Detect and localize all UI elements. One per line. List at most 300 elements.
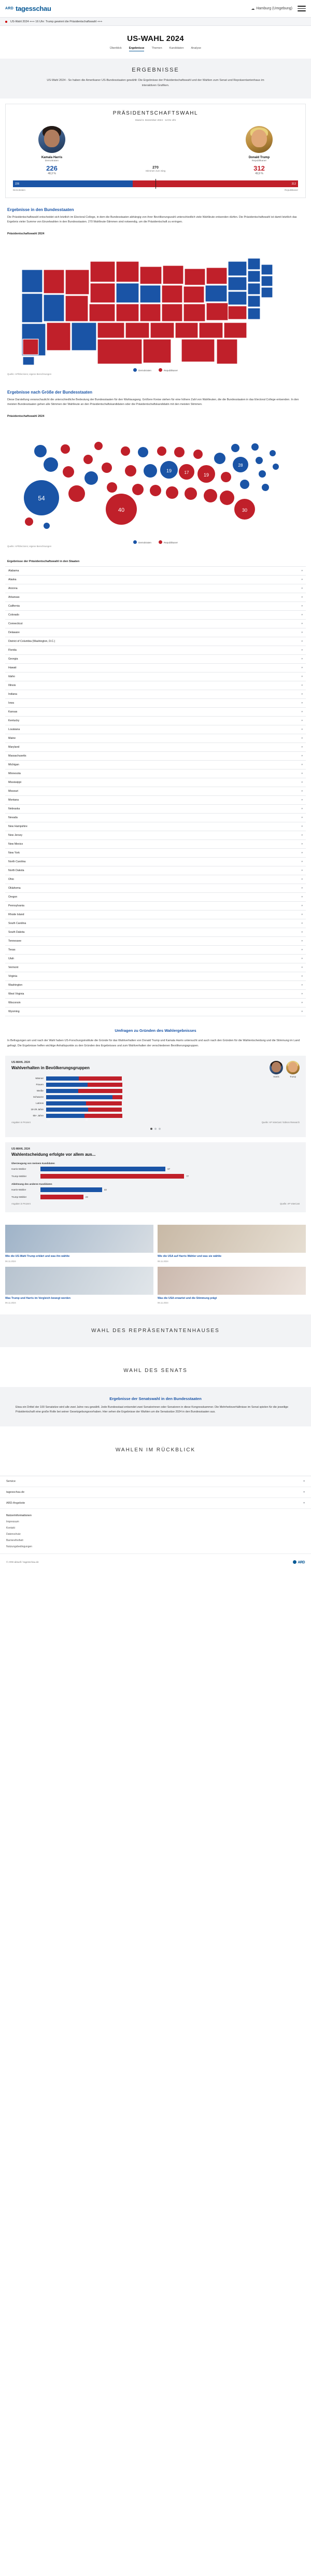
state-accordion-item[interactable] (5, 902, 306, 911)
chevron-down-icon: ▾ (301, 886, 303, 890)
article-teasers (0, 1217, 311, 1307)
state-accordion-item[interactable] (5, 628, 306, 637)
news-ticker[interactable] (0, 18, 311, 26)
article-teaser[interactable] (5, 1225, 153, 1263)
chevron-down-icon: ▾ (301, 631, 303, 634)
results-intro-text: US-Wahl 2024 - So haben die Amerikaner US-Bundesstaaten gewählt: Die Ergebnisse der Präsidentschaftswahl und der Wahlen zum Senat und Repräsentantenhaus im interaktiven Grafiken. (47, 79, 264, 87)
poll-value: 33 (104, 1188, 107, 1191)
teaser-image (5, 1225, 153, 1253)
chevron-down-icon: ▾ (301, 965, 303, 969)
poll-value: 77 (186, 1174, 189, 1178)
state-accordion-item[interactable] (5, 1007, 306, 1016)
state-accordion-item[interactable] (5, 999, 306, 1007)
presidential-header (6, 104, 305, 117)
chevron-down-icon: ▾ (301, 666, 303, 669)
poll-bars (46, 1095, 300, 1099)
state-label: Kentucky (8, 719, 20, 722)
state-accordion-item[interactable] (5, 866, 306, 875)
map2-text: Diese Darstellung veranschaulicht die unterschiedliche Bedeutung der Bundesstaaten für den Wahlausgang. Größere Kreise stehen für eine höhere Zahl von Wahlleuten, die die Bundesstaaten in das Electoral College entsenden. In den meisten Bundesstaaten gehen alle Stimmen der Wahlleute an den Präsidentschaftskandidaten oder die Präsidentschaftskandidatin mit den meisten Stimmen. (7, 398, 299, 407)
chevron-down-icon: ▾ (301, 780, 303, 784)
copyright: © ARD-aktuell / tagesschau.de (6, 1561, 39, 1564)
weather-icon: ☁ (251, 7, 255, 11)
candidate-electoral-votes: 312 (253, 164, 265, 172)
footer-links (0, 1509, 311, 1553)
map1-section (0, 198, 311, 227)
poll-category-label: Trump-Wähler (11, 1174, 27, 1178)
state-accordion-item[interactable] (5, 761, 306, 769)
state-accordion-item[interactable] (5, 787, 306, 796)
state-accordion-item[interactable] (5, 937, 306, 946)
page-header (0, 26, 311, 59)
poll-bar-rep (78, 1089, 123, 1093)
state-label: Idaho (8, 675, 15, 678)
poll-value: 23 (85, 1195, 88, 1198)
state-label: New Mexico (8, 842, 23, 846)
state-label: Ohio (8, 877, 14, 881)
state-label: Vermont (8, 965, 19, 969)
poll-value-dem: 49 (47, 1118, 50, 1121)
state-accordion-item[interactable] (5, 928, 306, 937)
teaser-meta: 06.11.2024 (5, 1301, 16, 1305)
chevron-down-icon: ▾ (301, 904, 303, 907)
state-label: Michigan (8, 763, 19, 766)
poll-bar-rep (112, 1095, 123, 1099)
teaser-image (158, 1267, 306, 1295)
map2-legend (0, 539, 311, 544)
poll-head-trump (286, 1061, 300, 1078)
state-label: Massachusetts (8, 754, 26, 758)
weather-widget[interactable] (251, 7, 292, 11)
candidate-harris[interactable] (13, 126, 91, 175)
chevron-down-icon: ▾ (301, 1001, 303, 1004)
map2-section (0, 381, 311, 410)
bar-segment-dem: 226 (13, 180, 133, 187)
bar-segment-rep: 312 (133, 180, 298, 187)
state-label: Minnesota (8, 772, 21, 775)
state-accordion-item[interactable] (5, 681, 306, 690)
legend-rep: Republikaner (285, 189, 298, 191)
poll-bars (46, 1108, 300, 1112)
poll-bar-dem (46, 1083, 88, 1087)
poll-group-label: Überzeugung von meinem Kandidaten (11, 1161, 55, 1165)
chevron-down-icon: ▾ (301, 710, 303, 713)
state-label: Florida (8, 648, 17, 652)
state-label: California (8, 604, 20, 608)
footer-link[interactable]: Datenschutz (6, 1532, 21, 1536)
article-teaser[interactable] (158, 1225, 306, 1263)
state-accordion-item[interactable] (5, 567, 306, 576)
review-section (0, 1434, 311, 1466)
poll-bar-dem (46, 1114, 84, 1121)
chevron-down-icon: ▾ (301, 595, 303, 599)
poll-bar-row (11, 1167, 300, 1171)
poll-group-2 (11, 1183, 300, 1199)
state-label: Nevada (8, 816, 18, 819)
map1-caption: Quelle: AP/Elections; eigene Berechnungen (7, 372, 52, 375)
chevron-down-icon: ▾ (301, 860, 303, 863)
tab-kandidaten[interactable]: Kandidaten (169, 47, 184, 50)
poll-bars (46, 1101, 300, 1105)
state-label: Delaware (8, 631, 20, 634)
polls-text-wrap (0, 1039, 311, 1051)
chevron-down-icon: ▾ (301, 798, 303, 802)
chevron-down-icon: ▾ (301, 983, 303, 987)
state-accordion-item[interactable] (5, 576, 306, 584)
senate-result-text: Etwa ein Drittel der 100 Senatsitze wird alle zwei Jahre neu gewählt. Jede Bundesstaat entsendet zwei Senatorinnen oder Senatoren in diese Kongresskammer. Die Mehrheitsverhältnisse im Senat spielen für die jeweilige Präsidentschaft eine große Rolle bei seiner Gesetzgebungsvorhaben. Hier sehen die Ergebnisse der Wahlen um die Senatssitze 2024 in den Bundesstaaten aus. (16, 1406, 289, 1414)
state-label: New York (8, 851, 20, 855)
candidate-name: Kamala Harris (41, 156, 63, 159)
poll-bar (40, 1174, 184, 1179)
footer-section-label: ARD-Angebote (6, 1501, 25, 1505)
chevron-down-icon: ▾ (301, 833, 303, 837)
carousel-dots[interactable] (11, 1128, 300, 1130)
poll-kicker: US-WAHL 2024 (11, 1060, 30, 1064)
teaser-title: Wie die USA auf Harris Wähler und was sie wählte (158, 1254, 222, 1258)
state-accordion-item[interactable] (5, 840, 306, 849)
poll-bar-row (11, 1108, 300, 1112)
weather-label: Hamburg (Umgebung) (256, 7, 292, 10)
poll-category-label: 18-29 Jahre (31, 1108, 44, 1111)
site-footer (0, 1476, 311, 1571)
electoral-bar (13, 180, 298, 187)
state-label: Oklahoma (8, 886, 21, 890)
poll-bar-dem (46, 1108, 88, 1112)
poll-bar-row (11, 1095, 300, 1099)
poll-bar-rep (79, 1076, 122, 1081)
poll-category-label: Weiße (36, 1089, 44, 1093)
poll-bar-row (11, 1174, 300, 1179)
poll-unit: Angaben in Prozent (11, 1202, 31, 1205)
hamburger-icon[interactable] (298, 6, 306, 11)
map1-text: Die Präsidentschaftswahl entscheidet sich letztlich im Electoral College, in dem die Bundesstaaten abhängig von ihrer Bevölkerungszahl unterschiedlich viele Wahlleute entsenden dürfen. Die Präsidentschaftswahl ist damit letztlich das Ergebnis vieler Summe von Einzelwahlen in den Bundesstaaten. 270 Wahlleute-Stimmen sind notwendig, um die Präsidentschaft zu erringen. (7, 216, 297, 224)
state-label: District of Columbia (Washington, D.C.) (8, 639, 55, 643)
chevron-down-icon: ▾ (303, 1479, 305, 1483)
state-accordion-item[interactable] (5, 637, 306, 646)
poll-card-groups[interactable] (5, 1056, 306, 1137)
poll-category-label: Latinos (36, 1102, 44, 1105)
teaser-title: Was Trump und Harris im Vergleich bewegt werden (5, 1296, 71, 1300)
article-teaser[interactable] (158, 1267, 306, 1305)
state-label: Georgia (8, 657, 18, 661)
svg-text:28: 28 (238, 463, 243, 468)
bar-legend (13, 189, 298, 191)
state-accordion-item[interactable] (5, 822, 306, 831)
poll-category-label: 65+ Jahre (33, 1114, 44, 1117)
poll-head-label: Harris (273, 1075, 279, 1078)
state-accordion-item[interactable] (5, 911, 306, 919)
footer-section-row[interactable] (0, 1498, 311, 1509)
state-label: South Dakota (8, 930, 25, 934)
state-accordion-item[interactable] (5, 584, 306, 593)
chevron-down-icon: ▾ (301, 719, 303, 722)
legend-item-dem: Demokraten (133, 540, 151, 544)
chevron-down-icon: ▾ (301, 807, 303, 810)
chevron-down-icon: ▾ (303, 1490, 305, 1494)
footer-link[interactable]: Kontakt (6, 1526, 15, 1530)
state-label: Nebraska (8, 807, 20, 810)
svg-text:19: 19 (166, 468, 172, 473)
poll-title: Wahlentscheidung erfolgte vor allem aus... (11, 1152, 96, 1157)
poll-bars (46, 1076, 300, 1081)
footer-section-label: Service (6, 1479, 16, 1483)
footer-link[interactable]: Nutzungsbedingungen (6, 1545, 33, 1548)
state-accordion-item[interactable] (5, 673, 306, 681)
poll-candidate-heads (270, 1061, 300, 1078)
state-label: Pennsylvania (8, 904, 24, 907)
poll-bars (46, 1114, 300, 1121)
svg-text:40: 40 (118, 507, 125, 513)
candidate-row (6, 126, 305, 175)
tab-themen[interactable]: Themen (151, 47, 162, 50)
poll-footer (11, 1121, 300, 1124)
tab-analyse[interactable]: Analyse (191, 47, 202, 50)
poll-bar-row (11, 1114, 300, 1121)
state-label: Utah (8, 957, 14, 960)
poll-category-label: Harris-Wähler (11, 1167, 26, 1170)
us-map-bubbles[interactable] (5, 420, 306, 539)
footer-link[interactable]: Barrierefreiheit (6, 1538, 23, 1542)
ard-logo-mark: ARD (5, 7, 14, 10)
poll-bar (40, 1167, 165, 1171)
chevron-down-icon: ▾ (301, 1010, 303, 1013)
svg-text:54: 54 (38, 494, 45, 502)
state-accordion-item[interactable] (5, 893, 306, 902)
state-accordion-item[interactable] (5, 593, 306, 602)
state-label: Tennessee (8, 939, 22, 943)
footer-link[interactable]: Impressum (6, 1520, 19, 1523)
poll-source: Quelle: AP VoteCast (280, 1202, 300, 1205)
state-accordion-item[interactable] (5, 743, 306, 752)
poll-head-label: Trump (290, 1075, 296, 1078)
svg-text:30: 30 (242, 507, 248, 513)
state-accordion-item[interactable] (5, 981, 306, 990)
poll-bar (40, 1187, 102, 1192)
state-label: Wisconsin (8, 1001, 21, 1004)
state-accordion-item[interactable] (5, 946, 306, 955)
senate-heading: WAHL DES SENATS (123, 1368, 188, 1374)
logo-text: tagesschau (16, 5, 51, 12)
state-accordion-item[interactable] (5, 611, 306, 620)
state-accordion-item[interactable] (5, 708, 306, 717)
state-accordion-item[interactable] (5, 620, 306, 628)
state-accordion-item[interactable] (5, 831, 306, 840)
chevron-down-icon: ▾ (301, 675, 303, 678)
results-intro (0, 59, 311, 99)
chevron-down-icon: ▾ (301, 727, 303, 731)
state-accordion-item[interactable] (5, 690, 306, 699)
state-label: Arizona (8, 586, 18, 590)
chevron-down-icon: ▾ (301, 578, 303, 581)
map2-title: Ergebnisse nach Größe der Bundesstaaten (7, 389, 93, 395)
footer-section-label: tagesschau.de (6, 1490, 25, 1494)
chevron-down-icon: ▾ (301, 895, 303, 899)
map1-legend (0, 367, 311, 372)
teaser-meta: 06.11.2024 (158, 1259, 168, 1263)
state-label: Montana (8, 798, 19, 802)
chevron-down-icon: ▾ (301, 772, 303, 775)
chevron-down-icon: ▾ (301, 913, 303, 916)
poll-bar-dem (46, 1095, 112, 1099)
state-accordion-item[interactable] (5, 972, 306, 981)
state-accordion-item[interactable] (5, 769, 306, 778)
poll-value: 67 (167, 1167, 171, 1170)
presidential-subtitle: Stand 6. Dezember 2024 · 14:01 Uhr (135, 119, 176, 122)
chevron-down-icon: ▾ (301, 877, 303, 881)
footer-section-row[interactable] (0, 1487, 311, 1498)
chevron-down-icon: ▾ (301, 948, 303, 951)
article-teaser[interactable] (5, 1267, 153, 1305)
state-accordion-item[interactable] (5, 805, 306, 814)
teaser-image (5, 1267, 153, 1295)
teaser-meta: 06.11.2024 (5, 1259, 16, 1263)
poll-unit: Angaben in Prozent (11, 1121, 31, 1124)
state-label: Wyoming (8, 1010, 20, 1013)
poll-source: Quelle: AP VoteCast / Edison Research (261, 1121, 300, 1124)
majority-number: 270 (152, 166, 159, 170)
state-accordion-item[interactable] (5, 963, 306, 972)
state-label: North Dakota (8, 869, 24, 872)
state-accordion-item[interactable] (5, 884, 306, 893)
state-accordion-item[interactable] (5, 655, 306, 664)
state-accordion-item[interactable] (5, 734, 306, 743)
legend-item-rep: Republikaner (159, 368, 178, 372)
presidential-card (5, 104, 306, 198)
state-accordion-item[interactable] (5, 778, 306, 787)
state-accordion-item[interactable] (5, 849, 306, 858)
chevron-down-icon: ▾ (301, 992, 303, 996)
state-accordion-item[interactable] (5, 699, 306, 708)
review-heading: WAHLEN IM RÜCKBLICK (115, 1447, 196, 1453)
state-label: North Carolina (8, 860, 26, 863)
tab-ueberblick[interactable]: Überblick (109, 47, 122, 50)
chevron-down-icon: ▾ (301, 604, 303, 608)
state-accordion-item[interactable] (5, 875, 306, 884)
poll-bar-row (11, 1101, 300, 1105)
states-heading: Ergebnisse der Präsidentschaftswahl in den Staaten (7, 559, 80, 563)
poll-bar-rep (84, 1114, 123, 1121)
chevron-down-icon: ▾ (301, 824, 303, 828)
state-accordion-item[interactable] (5, 919, 306, 928)
state-label: Oregon (8, 895, 18, 899)
map1-subtitle: Präsidentschaftswahl 2024 (7, 232, 45, 235)
state-label: New Hampshire (8, 824, 27, 828)
state-label: Washington (8, 983, 23, 987)
footer-section-row[interactable] (0, 1476, 311, 1487)
poll-bar-dem (46, 1101, 86, 1105)
chevron-down-icon: ▾ (301, 639, 303, 643)
house-section (0, 1314, 311, 1347)
poll-bar-rep (88, 1108, 122, 1112)
avatar (246, 126, 273, 153)
poll-bars (46, 1089, 300, 1093)
poll-bar-rep (88, 1083, 123, 1087)
chevron-down-icon: ▾ (301, 789, 303, 793)
map2-subtitle: Präsidentschaftswahl 2024 (7, 414, 45, 418)
svg-text:17: 17 (184, 470, 189, 475)
state-label: New Jersey (8, 833, 23, 837)
poll-card-reasons[interactable] (5, 1142, 306, 1212)
map1-title: Ergebnisse in den Bundesstaaten (7, 207, 74, 212)
footer-links-title: Nutzerinformationen (6, 1514, 32, 1517)
state-label: Maine (8, 736, 16, 740)
poll-bar (40, 1195, 83, 1199)
senate-result-box (0, 1387, 311, 1426)
poll-category-label: Trump-Wähler (11, 1195, 27, 1198)
candidate-party: Demokraten (45, 160, 59, 162)
state-accordion-item[interactable] (5, 814, 306, 822)
state-label: Mississippi (8, 780, 22, 784)
avatar (270, 1061, 283, 1074)
live-dot-icon (5, 21, 7, 23)
avatar (286, 1061, 300, 1074)
poll-bar-dem (46, 1076, 79, 1081)
chevron-down-icon: ▾ (301, 869, 303, 872)
state-label: Louisiana (8, 727, 20, 731)
legend-dem: Demokraten (13, 189, 25, 191)
poll-bar-row (11, 1089, 300, 1093)
electoral-bar-wrap (6, 175, 305, 198)
legend-item-rep: Republikaner (159, 540, 178, 544)
state-accordion-item[interactable] (5, 955, 306, 963)
teaser-meta: 06.11.2024 (158, 1301, 168, 1305)
candidate-electoral-votes: 226 (46, 164, 58, 172)
state-label: Rhode Island (8, 913, 24, 916)
state-accordion-item[interactable] (5, 664, 306, 673)
state-accordion-item[interactable] (5, 602, 306, 611)
state-accordion-item[interactable] (5, 717, 306, 725)
us-map-states[interactable] (5, 237, 306, 367)
chevron-down-icon: ▾ (301, 842, 303, 846)
state-label: Alaska (8, 578, 17, 581)
candidate-name: Donald Trump (248, 156, 270, 159)
poll-title: Wahlverhalten in Bevölkerungsgruppen (11, 1065, 90, 1070)
state-accordion-item[interactable] (5, 990, 306, 999)
map2-caption: Quelle: AP/Elections; eigene Berechnungen (7, 544, 52, 548)
state-accordion-item[interactable] (5, 725, 306, 734)
state-label: West Virginia (8, 992, 24, 996)
state-accordion-item[interactable] (5, 646, 306, 655)
polls-text: In Befragungen am und nach der Wahl haben US-Forschungsinstitute die Gründe für das Wahlverhalten von Donald Trump und Kamala Harris untersucht und auch nach den Gründen für die Wahlentscheidung und die Stimmung im Land gefragt. Die Ergebnisse helfen wichtige Anhaltspunkte zu den Gründen des Ergebnisses und zum Wahlverhalten der verschiedenen Bevölkerungsgruppen. (7, 1039, 300, 1047)
poll-category-label: Männer (35, 1077, 44, 1080)
state-accordion-item[interactable] (5, 752, 306, 761)
tab-ergebnisse[interactable]: Ergebnisse (129, 47, 145, 51)
candidate-party: Republikaner (251, 160, 267, 162)
site-logo[interactable] (5, 5, 51, 12)
poll-bar-row (11, 1076, 300, 1081)
poll-category-label: Frauen (36, 1083, 44, 1086)
poll-kicker: US-WAHL 2024 (11, 1147, 30, 1151)
footer-bottom (0, 1553, 311, 1571)
ard-logo[interactable]: ARD (293, 1560, 305, 1564)
chevron-down-icon: ▾ (303, 1501, 305, 1505)
state-label: Kansas (8, 710, 18, 713)
senate-result-heading: Ergebnisse der Senatswahl in den Bundesstaaten (109, 1396, 202, 1402)
candidate-trump[interactable] (220, 126, 298, 175)
state-label: Colorado (8, 613, 20, 617)
state-label: Virginia (8, 974, 18, 978)
house-heading: WAHL DES REPRÄSENTANTENHAUSES (91, 1328, 220, 1334)
state-accordion-item[interactable] (5, 858, 306, 866)
poll-category-label: Harris-Wähler (11, 1188, 26, 1191)
chevron-down-icon: ▾ (301, 648, 303, 652)
state-accordion-item[interactable] (5, 796, 306, 805)
teaser-image (158, 1225, 306, 1253)
chevron-down-icon: ▾ (301, 921, 303, 925)
poll-bar-dem (46, 1089, 78, 1093)
poll-rows (11, 1076, 300, 1121)
chevron-down-icon: ▾ (301, 851, 303, 855)
state-label: Texas (8, 948, 16, 951)
